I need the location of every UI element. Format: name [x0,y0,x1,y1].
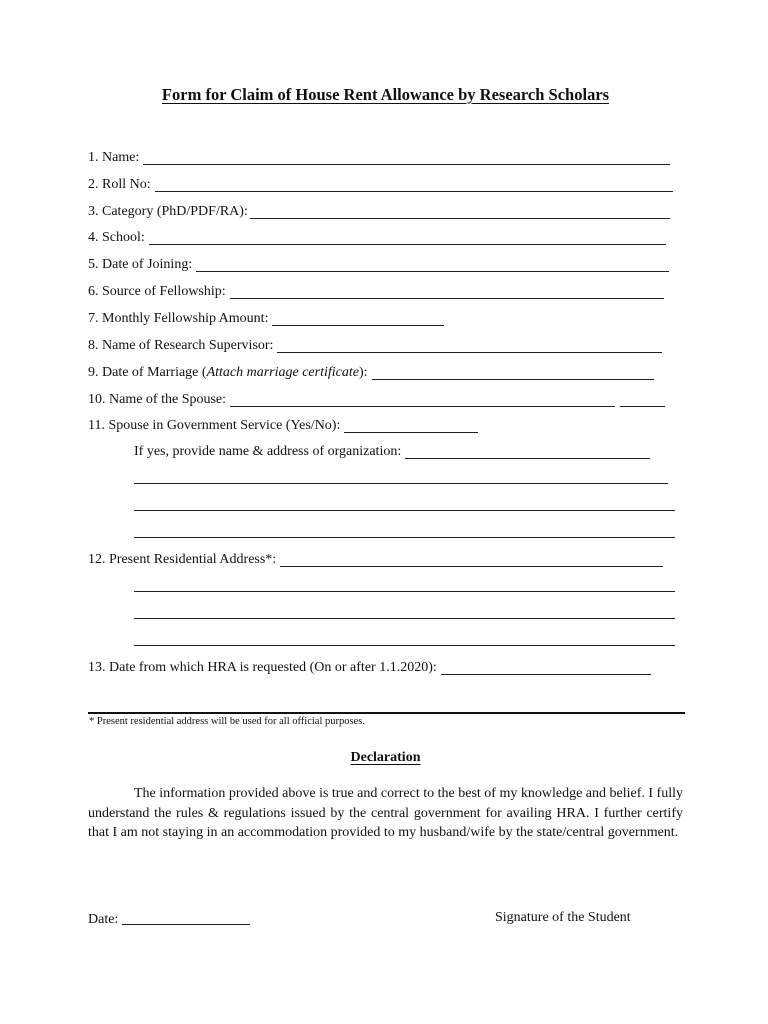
form-title: Form for Claim of House Rent Allowance by Research Scholars [161,85,610,104]
field-monthly-fellowship-amount [88,309,444,329]
field-residential-address-blank-4[interactable] [134,631,675,646]
field-spouse-name-blank[interactable] [230,392,615,407]
field-residential-address-blank-2[interactable] [134,577,675,592]
field-residential-address-line-2 [134,577,675,595]
field-date-of-marriage-blank[interactable] [372,365,654,380]
signoff-date-label: Date: [88,912,119,927]
field-spouse-name [88,390,665,410]
field-residential-address [88,550,663,570]
field-category [88,202,670,222]
signoff-date-blank[interactable] [122,910,250,925]
field-hra-start-date [88,658,651,678]
field-organization-blank-3[interactable] [134,496,675,511]
field-school-blank[interactable] [149,230,666,245]
field-name [88,148,670,168]
field-organization-line-2 [134,469,668,487]
field-roll-no-blank[interactable] [155,177,673,192]
field-date-of-joining [88,255,669,275]
field-organization-blank-2[interactable] [134,469,668,484]
field-date-of-marriage-label: 9. Date of Marriage (Attach marriage certificate): [88,365,368,380]
field-spouse-name-blank-extra[interactable] [620,392,665,407]
field-hra-start-date-blank[interactable] [441,660,651,675]
field-roll-no [88,175,673,195]
field-spouse-govt-service [88,416,478,436]
field-roll-no-label: 2. Roll No: [88,177,151,192]
declaration-body: The information provided above is true and correct to the best of my knowledge and belief. I fully understand the rules & regulations issued by the central government for availing HRA. I further certify that I am not staying in an accommodation provided to my husband/wife by the state/central government. [88,786,683,840]
field-hra-start-date-label: 13. Date from which HRA is requested (On or after 1.1.2020): [88,660,437,675]
field-category-blank[interactable] [250,204,670,219]
field-source-of-fellowship-blank[interactable] [230,284,664,299]
field-source-of-fellowship [88,282,664,302]
field-monthly-fellowship-amount-blank[interactable] [272,311,444,326]
field-monthly-fellowship-amount-label: 7. Monthly Fellowship Amount: [88,311,269,326]
signoff-date [88,910,250,928]
field-residential-address-line-4 [134,631,675,649]
field-school [88,228,666,248]
field-residential-address-blank-3[interactable] [134,604,675,619]
field-source-of-fellowship-label: 6. Source of Fellowship: [88,284,226,299]
field-category-label: 3. Category (PhD/PDF/RA): [88,204,248,219]
field-date-of-joining-blank[interactable] [196,257,669,272]
signature-label: Signature of the Student [495,910,631,925]
field-spouse-govt-service-label: 11. Spouse in Government Service (Yes/No): [88,418,341,433]
field-organization-line-3 [134,496,675,514]
field-residential-address-blank[interactable] [280,552,663,567]
field-organization-line-4 [134,523,675,541]
field-residential-address-line-3 [134,604,675,622]
field-organization [134,442,650,462]
field-spouse-govt-service-blank[interactable] [344,418,478,433]
field-organization-blank-4[interactable] [134,523,675,538]
field-date-of-joining-label: 5. Date of Joining: [88,257,193,272]
field-organization-blank[interactable] [405,444,650,459]
field-name-label: 1. Name: [88,150,140,165]
field-school-label: 4. School: [88,230,145,245]
field-residential-address-label: 12. Present Residential Address*: [88,552,277,567]
field-research-supervisor [88,336,662,356]
field-research-supervisor-blank[interactable] [277,338,662,353]
footnote-divider [88,712,685,714]
field-date-of-marriage [88,363,654,383]
field-research-supervisor-label: 8. Name of Research Supervisor: [88,338,274,353]
footnote: * Present residential address will be used for all official purposes. [89,716,365,727]
field-spouse-name-label: 10. Name of the Spouse: [88,392,227,407]
field-name-blank[interactable] [143,150,670,165]
field-organization-label: If yes, provide name & address of organization: [134,444,402,459]
declaration-title: Declaration [350,750,421,765]
